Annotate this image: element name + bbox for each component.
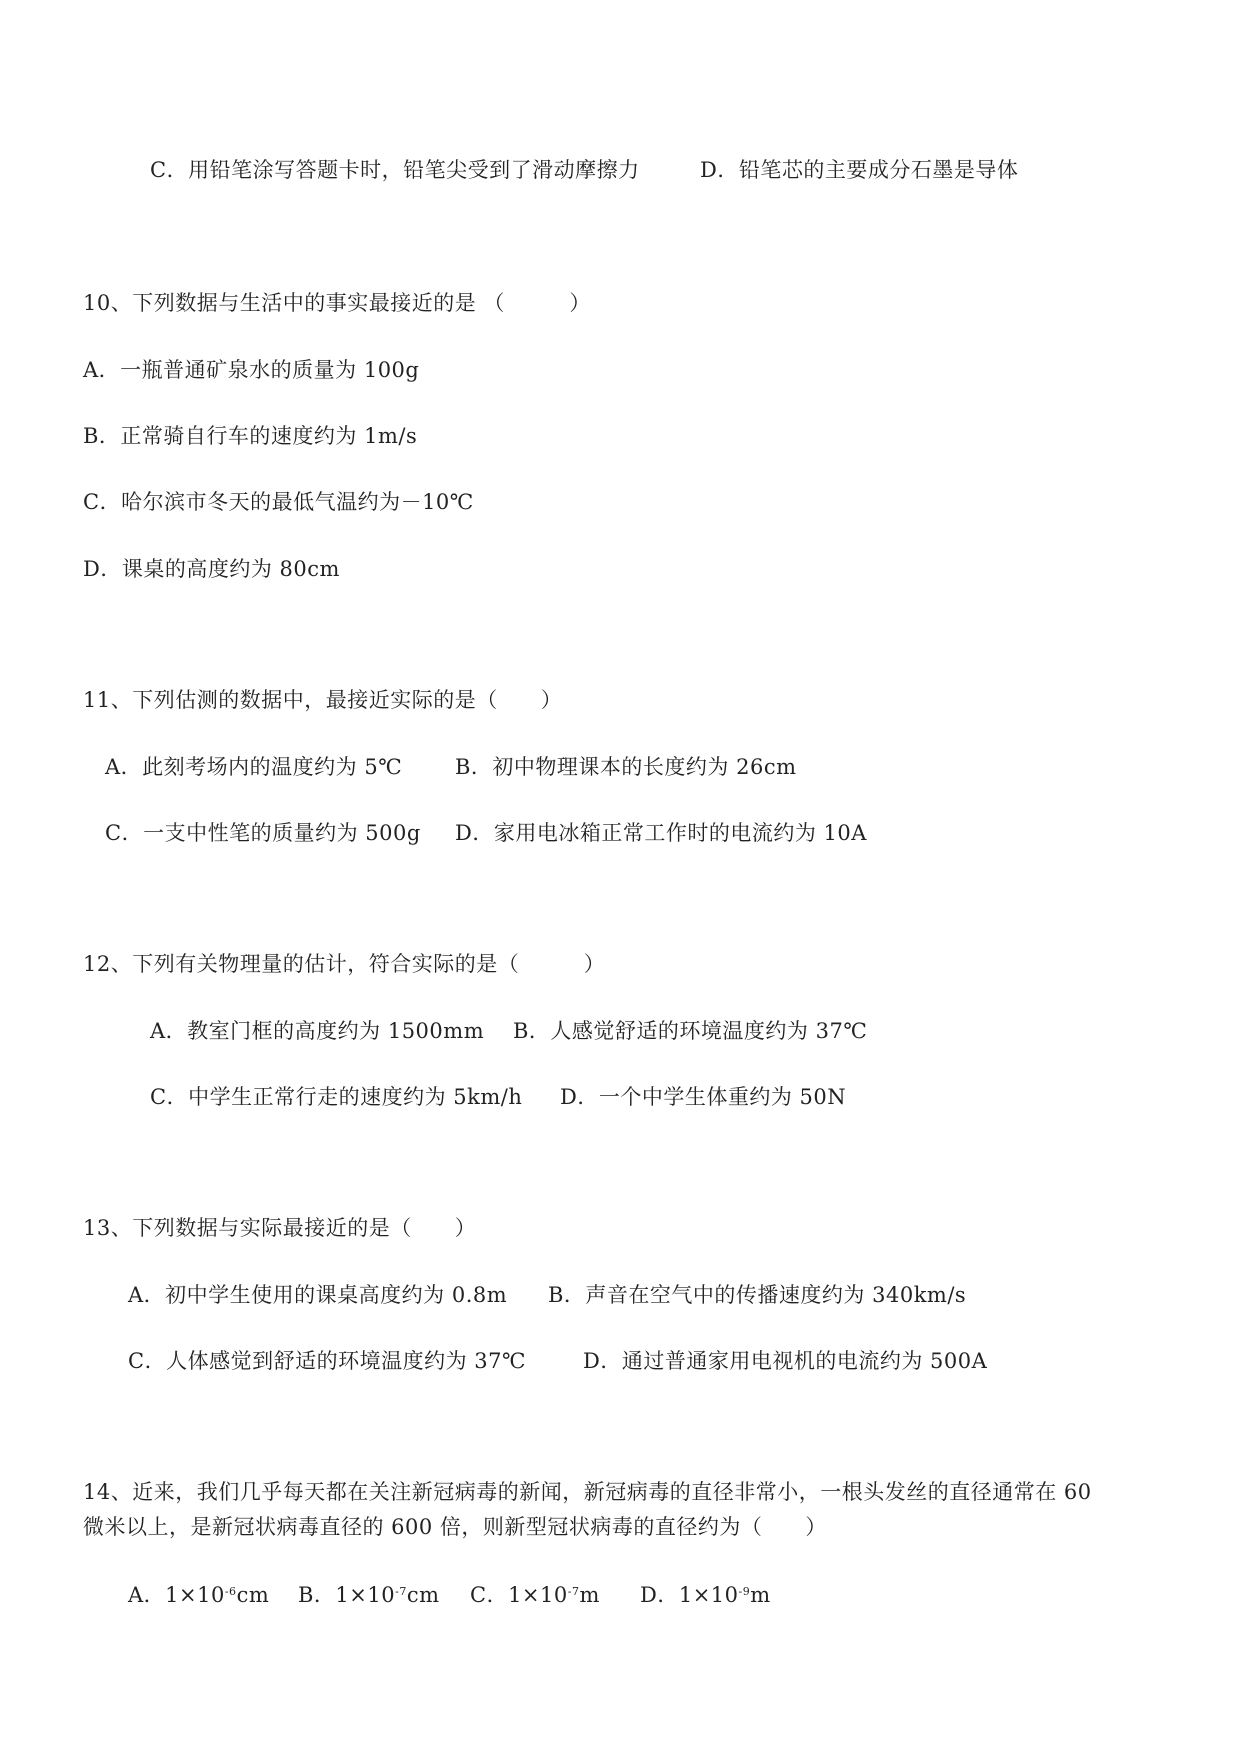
q12-stem: 12、下列有关物理量的估计，符合实际的是（ ）: [83, 952, 606, 976]
q11-option-a: A．此刻考场内的温度约为 5℃: [105, 755, 403, 779]
q12-option-c: C．中学生正常行走的速度约为 5km/h: [150, 1085, 523, 1109]
q14-option-c-exponent: -7: [567, 1585, 580, 1598]
q10-stem: 10、下列数据与生活中的事实最接近的是 （ ）: [83, 291, 591, 315]
q13-stem: 13、下列数据与实际最接近的是（ ）: [83, 1216, 477, 1240]
q13-option-b: B．声音在空气中的传播速度约为 340km/s: [548, 1283, 967, 1307]
q10-option-d: D．课桌的高度约为 80cm: [83, 557, 340, 581]
q14-option-b-base: B．1×10: [298, 1583, 396, 1607]
q12-option-b: B．人感觉舒适的环境温度约为 37℃: [513, 1019, 868, 1043]
q13-option-c: C．人体感觉到舒适的环境温度约为 37℃: [128, 1349, 526, 1373]
q9-option-d: D．铅笔芯的主要成分石墨是导体: [700, 158, 1019, 182]
q12-option-d: D．一个中学生体重约为 50N: [560, 1085, 847, 1109]
q14-option-b-unit: cm: [406, 1583, 440, 1607]
q10-option-c: C．哈尔滨市冬天的最低气温约为－10℃: [83, 490, 474, 514]
q11-option-c: C．一支中性笔的质量约为 500g: [105, 821, 421, 845]
q11-option-b: B．初中物理课本的长度约为 26cm: [455, 755, 797, 779]
q14-option-b-exponent: -7: [395, 1585, 407, 1598]
q14-option-a-exponent: -6: [224, 1585, 237, 1598]
q14-option-c-unit: m: [579, 1583, 600, 1607]
q13-option-d: D．通过普通家用电视机的电流约为 500A: [583, 1349, 988, 1373]
q14-option-d-unit: m: [750, 1583, 771, 1607]
q14-option-d-base: D．1×10: [640, 1583, 739, 1607]
q14-stem-line1: 14、近来，我们几乎每天都在关注新冠病毒的新闻，新冠病毒的直径非常小，一根头发丝的直径通常在 60: [83, 1480, 1092, 1504]
q10-option-a: A．一瓶普通矿泉水的质量为 100g: [83, 358, 420, 382]
q10-option-b: B．正常骑自行车的速度约为 1m/s: [83, 424, 418, 448]
q14-option-a-unit: cm: [236, 1583, 270, 1607]
q9-option-c: C．用铅笔涂写答题卡时，铅笔尖受到了滑动摩擦力: [150, 158, 640, 182]
q14-option-d: [640, 1582, 771, 1608]
q11-stem: 11、下列估测的数据中，最接近实际的是（ ）: [83, 688, 563, 712]
q14-stem-line2: 微米以上，是新冠状病毒直径的 600 倍，则新型冠状病毒的直径约为（ ）: [83, 1515, 827, 1539]
q14-option-d-exponent: -9: [738, 1585, 751, 1598]
q14-option-a-base: A．1×10: [128, 1583, 225, 1607]
q14-option-b: [298, 1582, 440, 1608]
q14-option-c-base: C．1×10: [470, 1583, 568, 1607]
q14-option-a: [128, 1582, 269, 1608]
q11-option-d: D．家用电冰箱正常工作时的电流约为 10A: [455, 821, 867, 845]
q14-option-c: [470, 1582, 600, 1608]
q12-option-a: A．教室门框的高度约为 1500mm: [150, 1019, 485, 1043]
q13-option-a: A．初中学生使用的课桌高度约为 0.8m: [128, 1283, 508, 1307]
